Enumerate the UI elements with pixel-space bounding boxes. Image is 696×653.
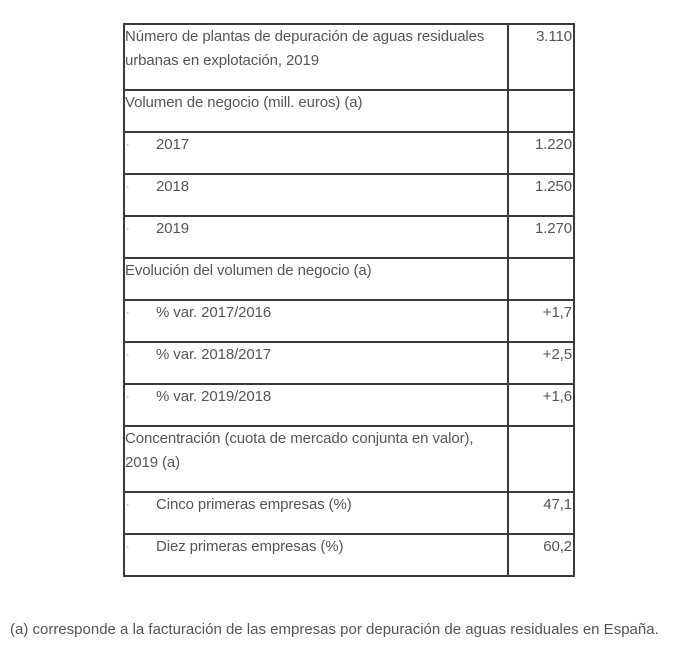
row-label: % var. 2017/2016: [156, 304, 272, 321]
row-label: 2019: [156, 220, 189, 237]
row-value: [508, 426, 574, 492]
row-label: 2017: [156, 136, 189, 153]
table-row: [124, 24, 574, 90]
table-row: [124, 258, 574, 300]
row-label: % var. 2018/2017: [156, 346, 272, 363]
row-value: 47,1: [508, 492, 574, 534]
table-row: [124, 492, 574, 534]
table-row: [124, 426, 574, 492]
row-value: +2,5: [508, 342, 574, 384]
row-value: 60,2: [508, 534, 574, 576]
row-value: +1,6: [508, 384, 574, 426]
row-value: +1,7: [508, 300, 574, 342]
bullet-icon: ·: [126, 181, 130, 193]
bullet-icon: ·: [126, 499, 130, 511]
bullet-icon: ·: [126, 223, 130, 235]
row-value: [508, 90, 574, 132]
row-label: 2018: [156, 178, 189, 195]
row-label: Evolución del volumen de negocio (a): [124, 258, 508, 300]
table-row: [124, 342, 574, 384]
table-row: [124, 300, 574, 342]
row-label: Diez primeras empresas (%): [156, 538, 344, 555]
row-value: 1.270: [508, 216, 574, 258]
row-label: Volumen de negocio (mill. euros) (a): [124, 90, 508, 132]
row-value: 1.250: [508, 174, 574, 216]
row-label: % var. 2019/2018: [156, 388, 272, 405]
bullet-icon: ·: [126, 391, 130, 403]
table-row: [124, 132, 574, 174]
table-row: [124, 174, 574, 216]
row-label: Número de plantas de depuración de aguas residuales urbanas en explotación, 2019: [124, 24, 508, 90]
bullet-icon: ·: [126, 307, 130, 319]
row-value: [508, 258, 574, 300]
bullet-icon: ·: [126, 139, 130, 151]
data-table: [123, 23, 575, 577]
table-row: [124, 384, 574, 426]
row-value: 1.220: [508, 132, 574, 174]
table-row: [124, 216, 574, 258]
row-label: Concentración (cuota de mercado conjunta en valor), 2019 (a): [124, 426, 508, 492]
footnote: (a) corresponde a la facturación de las empresas por depuración de aguas residuales en España.: [10, 621, 659, 638]
table-row: [124, 90, 574, 132]
row-label: Cinco primeras empresas (%): [156, 496, 352, 513]
bullet-icon: ·: [126, 541, 130, 553]
bullet-icon: ·: [126, 349, 130, 361]
row-value: 3.110: [508, 24, 574, 90]
table-row: [124, 534, 574, 576]
